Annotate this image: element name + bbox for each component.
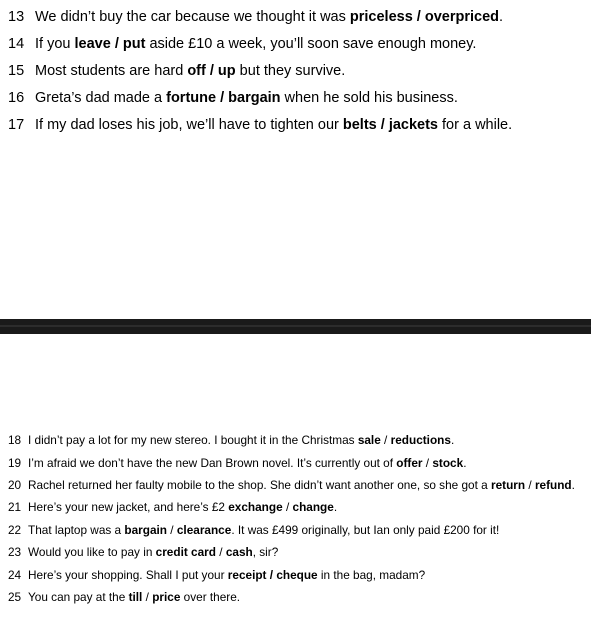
word-choice: receipt / cheque [227,567,318,582]
item-number: 20 [8,478,22,492]
text-segment: / [215,545,226,559]
item-number: 13 [8,9,25,25]
word-choice: reductions [390,433,451,447]
item-text [35,36,476,52]
item-number: 25 [8,590,22,604]
text-segment: Most students are hard [35,63,188,79]
item-number: 22 [8,522,22,537]
text-segment: Greta’s dad made a [35,90,167,106]
item-number: 17 [8,117,25,133]
exercise-item [8,33,583,60]
text-segment: . [450,433,455,447]
item-text [35,9,503,25]
text-segment: Would you like to pay in [28,545,156,559]
text-segment: but they survive. [235,63,346,79]
word-choice: return [491,478,526,492]
text-segment: That laptop was a [28,522,125,537]
text-segment: I didn’t pay a lot for my new stereo. I bought it in the Christmas [28,433,358,447]
exercise-item [8,60,583,87]
word-choice: leave / put [74,36,146,52]
text-segment: / [422,455,433,470]
item-number: 15 [8,63,25,79]
text-segment: / [525,478,535,492]
word-choice: priceless / overpriced [349,9,499,25]
item-number: 18 [8,433,22,447]
item-text [35,90,458,106]
word-choice: clearance [176,522,232,537]
text-segment: . [499,9,504,25]
text-segment: , sir? [252,545,279,559]
text-segment: when he sold his business. [280,90,458,106]
exercise-item [8,587,584,610]
text-segment: over there. [180,590,241,604]
text-segment: You can pay at the [28,590,129,604]
word-choice: credit card [155,545,216,559]
text-segment: in the bag, madam? [317,567,426,582]
text-segment: If my dad loses his job, we’ll have to tighten our [35,117,343,133]
item-number: 23 [8,545,22,559]
word-choice: exchange [228,500,283,514]
word-choice: belts / jackets [342,117,438,133]
text-segment: . [333,500,338,514]
word-choice: cash [225,545,253,559]
exercise-item [8,87,583,114]
item-number: 24 [8,567,22,582]
section-divider [0,319,591,334]
text-segment: Rachel returned her faulty mobile to the shop. She didn’t want another one, so she got a [28,478,491,492]
word-choice: stock [432,455,464,470]
exercise-bottom-section [8,430,584,610]
text-segment: . [463,455,467,470]
exercise-item [8,542,584,565]
word-choice: bargain [124,522,168,537]
exercise-item [8,475,584,496]
exercise-item [8,114,583,141]
item-number: 16 [8,90,25,106]
exercise-item [8,520,584,543]
word-choice: change [292,500,334,514]
text-segment: I’m afraid we don’t have the new Dan Brown novel. It’s currently out of [28,455,397,470]
item-number: 21 [8,500,22,514]
word-choice: price [152,590,181,604]
text-segment: Here’s your shopping. Shall I put your [28,567,228,582]
text-segment: . It was £499 originally, but Ian only paid £200 for it! [231,522,500,537]
text-segment: / [142,590,153,604]
exercise-top-section [8,6,583,141]
exercise-item [8,6,583,33]
exercise-item [8,453,584,476]
exercise-item [8,497,584,520]
word-choice: refund [534,478,572,492]
exercise-item [8,430,584,453]
word-choice: fortune / bargain [166,90,281,106]
item-number: 14 [8,36,25,52]
word-choice: offer [396,455,423,470]
text-segment: We didn’t buy the car because we thought it was [35,9,350,25]
word-choice: till [128,590,143,604]
text-segment: aside £10 a week, you’ll soon save enough money. [145,36,477,52]
text-segment: / [380,433,391,447]
exercise-item [8,565,584,588]
item-text [35,117,512,133]
item-text [35,63,345,79]
text-segment: . [571,478,575,492]
text-segment: If you [35,36,75,52]
word-choice: off / up [187,63,236,79]
word-choice: sale [357,433,381,447]
text-segment: Here’s your new jacket, and here’s £2 [28,500,229,514]
text-segment: / [167,522,177,537]
text-segment: for a while. [438,117,513,133]
text-segment: / [282,500,293,514]
item-number: 19 [8,455,22,470]
